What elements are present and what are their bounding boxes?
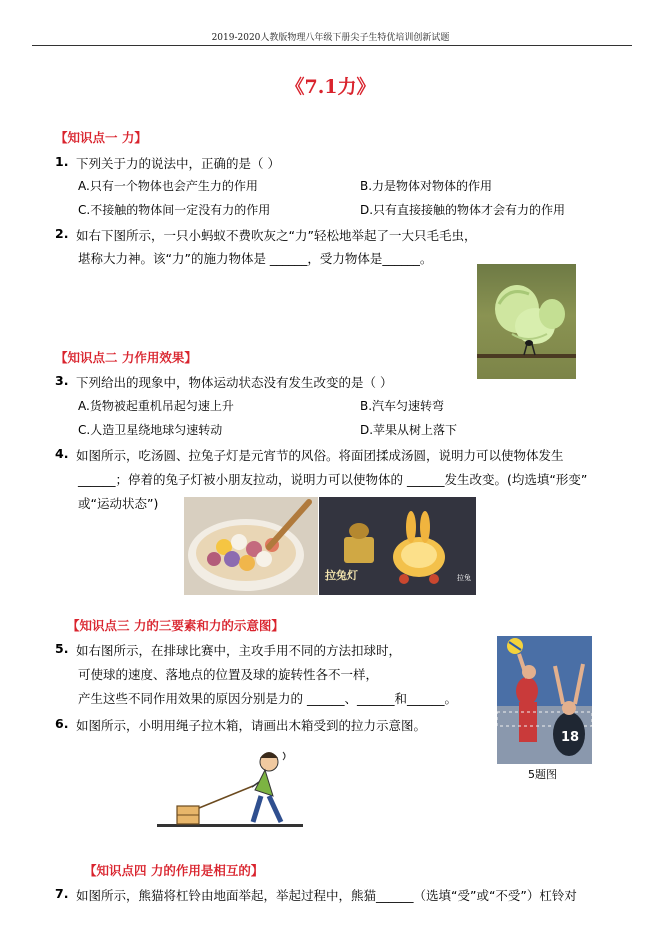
option-a: A.只有一个物体也会产生力的作用 [78, 179, 258, 193]
question-number: 2. [55, 226, 69, 241]
option-c: C.人造卫星绕地球匀速转动 [78, 423, 223, 437]
lantern-corner-text: 拉兔 [457, 574, 471, 582]
question-line: 堪称大力神。该“力”的施力物体是 ______，受力物体是______。 [78, 251, 433, 266]
figure-caption: 5题图 [528, 768, 557, 781]
section-heading-4: 【知识点四 力的作用是相互的】 [84, 863, 264, 878]
boy-pulling-box-illustration [157, 742, 303, 832]
question-line: 产生这些不同作用效果的原因分别是力的 ______、______和______。 [78, 691, 457, 706]
question-stem: 如图所示，熊猫将杠铃由地面举起，举起过程中，熊猫______（选填“受”或“不受”）杠铃对 [76, 888, 577, 903]
tangyuan-illustration [184, 497, 318, 595]
question-number: 5. [55, 641, 69, 656]
question-stem: 如图所示，小明用绳子拉木箱，请画出木箱受到的拉力示意图。 [76, 718, 427, 733]
option-d: D.苹果从树上落下 [360, 423, 458, 437]
page-title: 《7.1力》 [285, 76, 376, 98]
question-line: 如右图所示，在排球比赛中，主攻手用不同的方法扣球时， [76, 643, 402, 658]
caterpillar-illustration [477, 264, 576, 379]
question-number: 4. [55, 446, 69, 461]
lantern-title-text: 拉兔灯 [325, 569, 358, 582]
question-number: 7. [55, 886, 69, 901]
option-a: A.货物被起重机吊起匀速上升 [78, 399, 234, 413]
option-c: C.不接触的物体间一定没有力的作用 [78, 203, 271, 217]
option-b: B.汽车匀速转弯 [360, 399, 445, 413]
caterpillar-ant-image [477, 264, 576, 379]
question-stem: 下列关于力的说法中，正确的是（ ） [76, 156, 280, 171]
question-number: 6. [55, 716, 69, 731]
question-number: 1. [55, 154, 69, 169]
question-line: 如右下图所示，一只小蚂蚁不费吹灰之“力”轻松地举起了一大只毛毛虫， [76, 228, 477, 243]
question-stem: 下列给出的现象中，物体运动状态没有发生改变的是（ ） [76, 375, 393, 390]
boy-pulling-box-image [157, 742, 303, 832]
page-header: 2019-2020人教版物理八年级下册尖子生特优培训创新试题 [211, 33, 450, 43]
question-line: 如图所示，吃汤圆、拉兔子灯是元宵节的风俗。将面团揉成汤圆，说明力可以使物体发生 [76, 448, 564, 463]
question-line: 或“运动状态”) [78, 496, 159, 511]
tangyuan-image [184, 497, 318, 595]
section-heading-3: 【知识点三 力的三要素和力的示意图】 [67, 618, 284, 633]
option-d: D.只有直接接触的物体才会有力的作用 [360, 203, 566, 217]
option-b: B.力是物体对物体的作用 [360, 179, 493, 193]
header-divider [32, 45, 632, 46]
question-line: ______；停着的兔子灯被小朋友拉动，说明力可以使物体的 ______发生改变。(均选填“形变” [78, 472, 588, 487]
question-number: 3. [55, 373, 69, 388]
jersey-number: 18 [561, 730, 580, 745]
question-line: 可使球的速度、落地点的位置及球的旋转性各不一样， [78, 667, 379, 682]
section-heading-1: 【知识点一 力】 [55, 130, 147, 145]
section-heading-2: 【知识点二 力作用效果】 [55, 350, 197, 365]
volleyball-image [497, 636, 592, 764]
rabbit-lantern-image [319, 497, 476, 595]
